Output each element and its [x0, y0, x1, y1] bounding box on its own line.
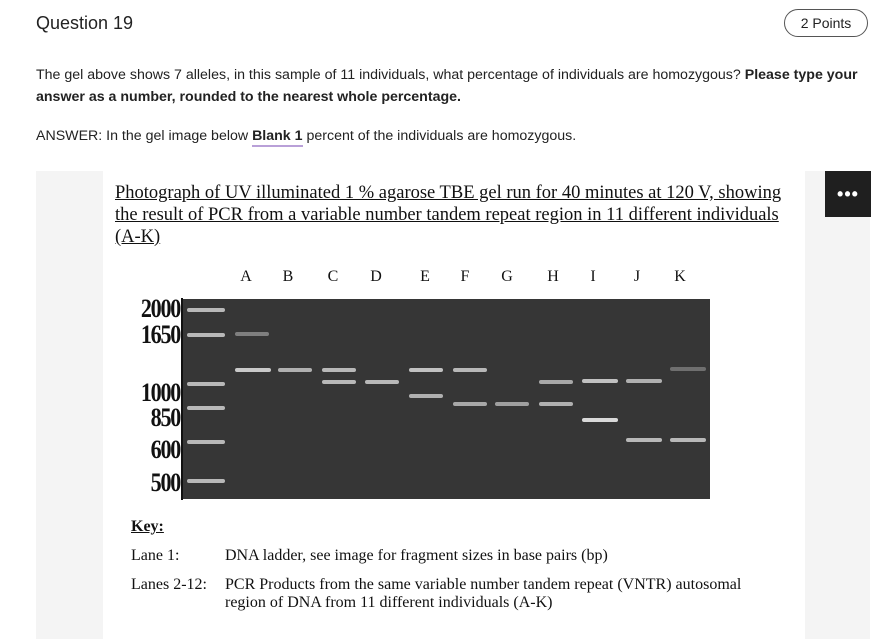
gel-band — [409, 394, 443, 398]
gel-band — [626, 438, 662, 442]
key-label-lanes-2-12: Lanes 2-12: — [131, 576, 207, 593]
lane-label-b: B — [282, 268, 294, 285]
lane-label-j: J — [633, 268, 641, 285]
gel-band — [187, 406, 225, 410]
gel-band — [278, 368, 312, 372]
key-text-lanes-2-12: PCR Products from the same variable number tandem repeat (VNTR) autosomal region of DNA from 11 different individuals (A-K) — [225, 576, 742, 611]
gel-band — [322, 380, 356, 384]
blank-1-field[interactable]: Blank 1 — [252, 128, 302, 147]
ladder-label-1000: 1000 — [140, 378, 180, 407]
answer-prefix: ANSWER: In the gel image below — [36, 128, 253, 144]
gel-band — [453, 368, 487, 372]
gel-band — [409, 368, 443, 372]
ladder-label-2000: 2000 — [140, 294, 180, 323]
lane-label-d: D — [370, 268, 382, 285]
gel-band — [539, 380, 573, 384]
key-text-lane-1: DNA ladder, see image for fragment sizes in base pairs (bp) — [225, 547, 608, 564]
gel-image — [183, 299, 710, 499]
gel-band — [235, 368, 271, 372]
lane-label-g: G — [501, 268, 513, 285]
gel-band — [187, 382, 225, 386]
lane-label-k: K — [674, 268, 686, 285]
gel-band — [187, 440, 225, 444]
more-options-button[interactable] — [825, 171, 871, 217]
gel-band — [365, 380, 399, 384]
gel-band — [187, 333, 225, 337]
gel-band — [539, 402, 573, 406]
points-badge: 2 Points — [784, 9, 868, 37]
lane-label-f: F — [460, 268, 470, 285]
gel-band — [187, 308, 225, 312]
gel-band — [322, 368, 356, 372]
gel-band — [670, 438, 706, 442]
gel-band — [187, 479, 225, 483]
gel-band — [582, 379, 618, 383]
lane-label-c: C — [327, 268, 339, 285]
more-horizontal-icon: ••• — [837, 183, 859, 204]
gel-band — [453, 402, 487, 406]
answer-suffix: percent of the individuals are homozygous. — [302, 128, 577, 144]
prompt-instruction: Please type your answer as a number, rounded to the nearest whole percentage. — [36, 67, 858, 105]
ladder-label-850: 850 — [150, 403, 180, 432]
answer-line — [36, 128, 576, 144]
lane-label-i: I — [590, 268, 596, 285]
question-title: Question 19 — [36, 13, 134, 33]
gel-band — [626, 379, 662, 383]
gel-band — [495, 402, 529, 406]
ladder-label-1650: 1650 — [140, 320, 180, 349]
gel-band — [582, 418, 618, 422]
gel-band — [235, 332, 269, 336]
figure-caption: Photograph of UV illuminated 1 % agarose TBE gel run for 40 minutes at 120 V, showing the result of PCR from a variable number tandem repeat region in 11 different individuals (A-K) — [115, 183, 782, 247]
question-prompt — [36, 64, 866, 108]
gel-band — [670, 367, 706, 371]
ladder-label-600: 600 — [150, 435, 180, 464]
ladder-label-500: 500 — [150, 468, 180, 497]
key-label-lane-1: Lane 1: — [131, 547, 180, 564]
prompt-text: The gel above shows 7 alleles, in this sample of 11 individuals, what percentage of individuals are homozygous? — [36, 67, 745, 83]
lane-label-e: E — [420, 268, 430, 285]
lane-label-h: H — [547, 268, 559, 285]
key-title: Key: — [131, 518, 164, 535]
lane-label-a: A — [240, 268, 252, 285]
